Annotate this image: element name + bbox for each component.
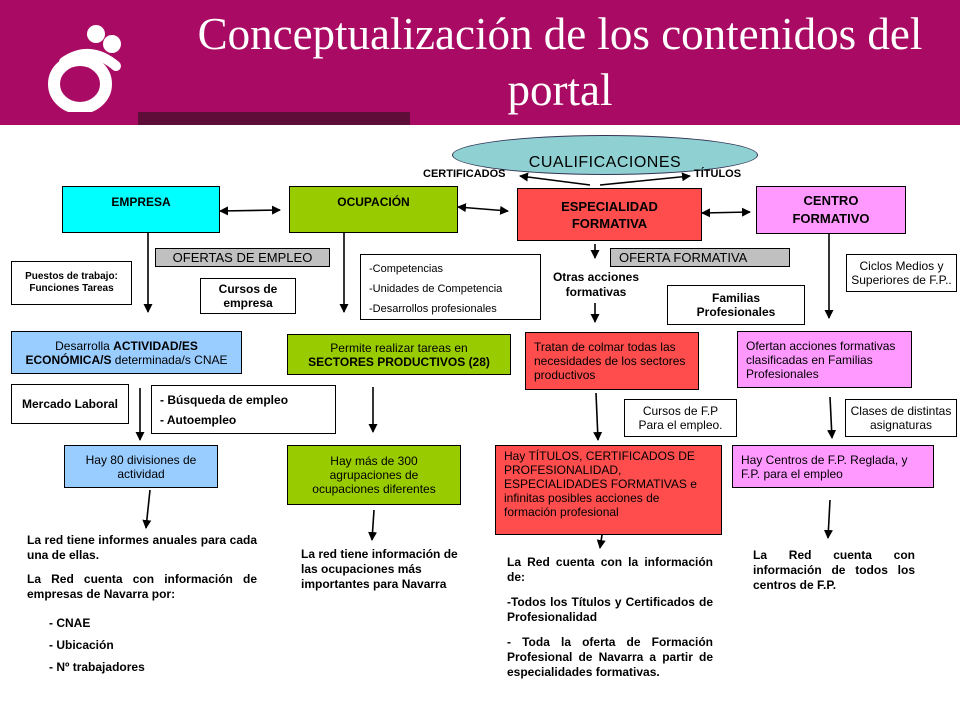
red-titulos-item-1: -Todos los Títulos y Certificados de Profesionalidad: [507, 595, 713, 624]
ubicacion-item: - Ubicación: [49, 638, 114, 652]
sectores-productivos-box: [287, 334, 511, 375]
autoempleo-item: - Autoempleo: [160, 412, 237, 427]
oferta-formativa-label: OFERTA FORMATIVA: [610, 248, 790, 267]
otras-acciones-label: Otras acciones formativas: [552, 270, 640, 299]
logo-icon: [44, 22, 136, 112]
sectores-text: SECTORES PRODUCTIVOS (28): [308, 354, 490, 369]
agrupaciones-box: Hay más de 300 agrupaciones de ocupaciones diferentes: [287, 445, 461, 505]
red-empresas-list: [49, 612, 249, 678]
tratan-box: Tratan de colmar todas las necesidades de los sectores productivos: [525, 332, 699, 390]
ofertas-empleo-label: OFERTAS DE EMPLEO: [155, 248, 330, 267]
desarrolla-text: Desarrolla: [55, 338, 114, 353]
cnae-text: determinada/s CNAE: [111, 352, 228, 367]
centro-formativo-box: CENTRO FORMATIVO: [756, 186, 906, 234]
mercado-laboral-box: Mercado Laboral: [11, 384, 129, 424]
titulos-certificados-box: Hay TÍTULOS, CERTIFICADOS DE PROFESIONALIDAD, ESPECIALIDADES FORMATIVAS e infinitas posibles acciones de formación profesional: [495, 445, 722, 535]
red-centros-note: La Red cuenta con información de todos los centros de F.P.: [753, 548, 915, 592]
ocupacion-box: OCUPACIÓN: [289, 186, 458, 233]
actividad-economica-text: ACTIVIDAD/ES ECONÓMICA/S: [25, 338, 198, 367]
competencias-box: [360, 254, 541, 320]
ciclos-box: Ciclos Medios y Superiores de F.P..: [846, 254, 957, 292]
busqueda-box: [151, 385, 336, 434]
competencias-item: -Competencias: [369, 263, 443, 275]
red-ocupaciones-note: La red tiene información de las ocupaciones más importantes para Navarra: [301, 547, 458, 591]
certificados-label: CERTIFICADOS: [423, 168, 506, 180]
titulos-label: TÍTULOS: [694, 168, 742, 180]
divisiones-box: Hay 80 divisiones de actividad: [64, 445, 218, 488]
desarrollos-profesionales-item: -Desarrollos profesionales: [369, 303, 497, 315]
busqueda-empleo-item: - Búsqueda de empleo: [160, 392, 289, 407]
red-titulos-note: La Red cuenta con la información de:: [507, 555, 713, 584]
cnae-item: - CNAE: [49, 616, 91, 630]
cualificaciones-oval: CUALIFICACIONES: [452, 135, 758, 175]
ofertan-box: Ofertan acciones formativas clasificadas en Familias Profesionales: [737, 331, 912, 388]
familias-profesionales-box: Familias Profesionales: [667, 285, 805, 325]
empresa-box: EMPRESA: [62, 186, 220, 233]
red-informes-note: La red tiene informes anuales para cada una de ellas.: [27, 533, 257, 562]
permite-text: Permite realizar tareas en: [330, 340, 468, 355]
header-underline: [138, 112, 410, 125]
puestos-trabajo-box: Puestos de trabajo: Funciones Tareas: [11, 261, 132, 305]
centros-fp-box: Hay Centros de F.P. Reglada, y F.P. para el empleo: [732, 445, 934, 488]
actividad-economica-box: [11, 331, 242, 374]
cursos-empresa-box: Cursos de empresa: [200, 278, 296, 314]
cursos-fp-box: Cursos de F.P Para el empleo.: [624, 399, 737, 437]
red-empresas-note: La Red cuenta con información de empresas de Navarra por:: [27, 572, 257, 601]
trabajadores-item: - Nº trabajadores: [49, 660, 145, 674]
clases-box: Clases de distintas asignaturas: [845, 399, 957, 437]
page-title: Conceptualización de los contenidos del portal: [197, 9, 923, 115]
especialidad-formativa-box: ESPECIALIDAD FORMATIVA: [517, 188, 702, 241]
unidades-competencia-item: -Unidades de Competencia: [369, 283, 503, 295]
red-titulos-item-2: - Toda la oferta de Formación Profesional de Navarra a partir de especialidades formativas.: [507, 635, 713, 679]
